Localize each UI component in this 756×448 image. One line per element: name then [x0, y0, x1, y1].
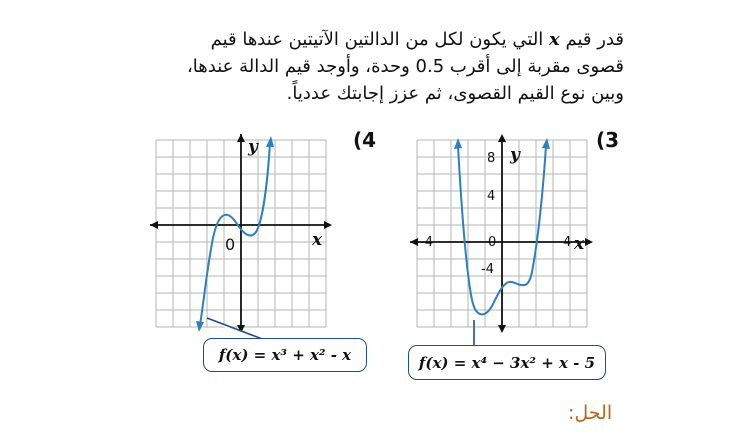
problem-line-2: قصوى مقربة إلى أقرب 0.5 وحدة، وأوجد قيم الدالة عندها،	[186, 56, 624, 77]
graph-3-tick-4: 4	[487, 189, 496, 204]
graph-3-tick-0: 0	[488, 235, 497, 250]
graph-3-tick-neg4-x: -4	[420, 235, 433, 250]
graph-3-tick-neg4-y: -4	[481, 262, 494, 277]
problem-variable: x	[549, 29, 560, 50]
problem-line-3: وبين نوع القيم القصوى، ثم عزز إجابتك عددياً.	[286, 83, 624, 104]
graph-4-function-label: f(x) = x³ + x² - x	[203, 338, 367, 372]
graph-4-origin-label: 0	[225, 235, 236, 254]
problem-3-number: (3	[596, 128, 620, 152]
graph-4-x-label: x	[312, 230, 323, 250]
graph-3-function-label: f(x) = x⁴ − 3x² + x - 5	[408, 345, 606, 380]
problem-line-1-start: قدر قيم	[565, 29, 624, 50]
graph-3-x-arrow-left	[410, 238, 418, 246]
graph-3-axes	[410, 140, 587, 330]
solution-label: الحل:	[568, 402, 613, 424]
graph-3-y-arrow-up	[498, 134, 506, 142]
graph-4-y-label: y	[248, 137, 258, 157]
graph-3-x-arrow-right	[585, 238, 593, 246]
graph-3-callout-pointer	[470, 320, 474, 346]
graph-3-tick-4-x: 4	[563, 235, 572, 250]
problem-line-1-end: التي يكون لكل من الدالتين الآتيتين عندها قيم	[210, 29, 544, 50]
graph-3-x-label: x	[574, 234, 585, 254]
graph-3-y-label: y	[510, 145, 520, 165]
graph-3-y-arrow-down	[498, 325, 506, 333]
graph-3-tick-8: 8	[487, 151, 496, 166]
problem-4-number: (4	[353, 128, 377, 152]
